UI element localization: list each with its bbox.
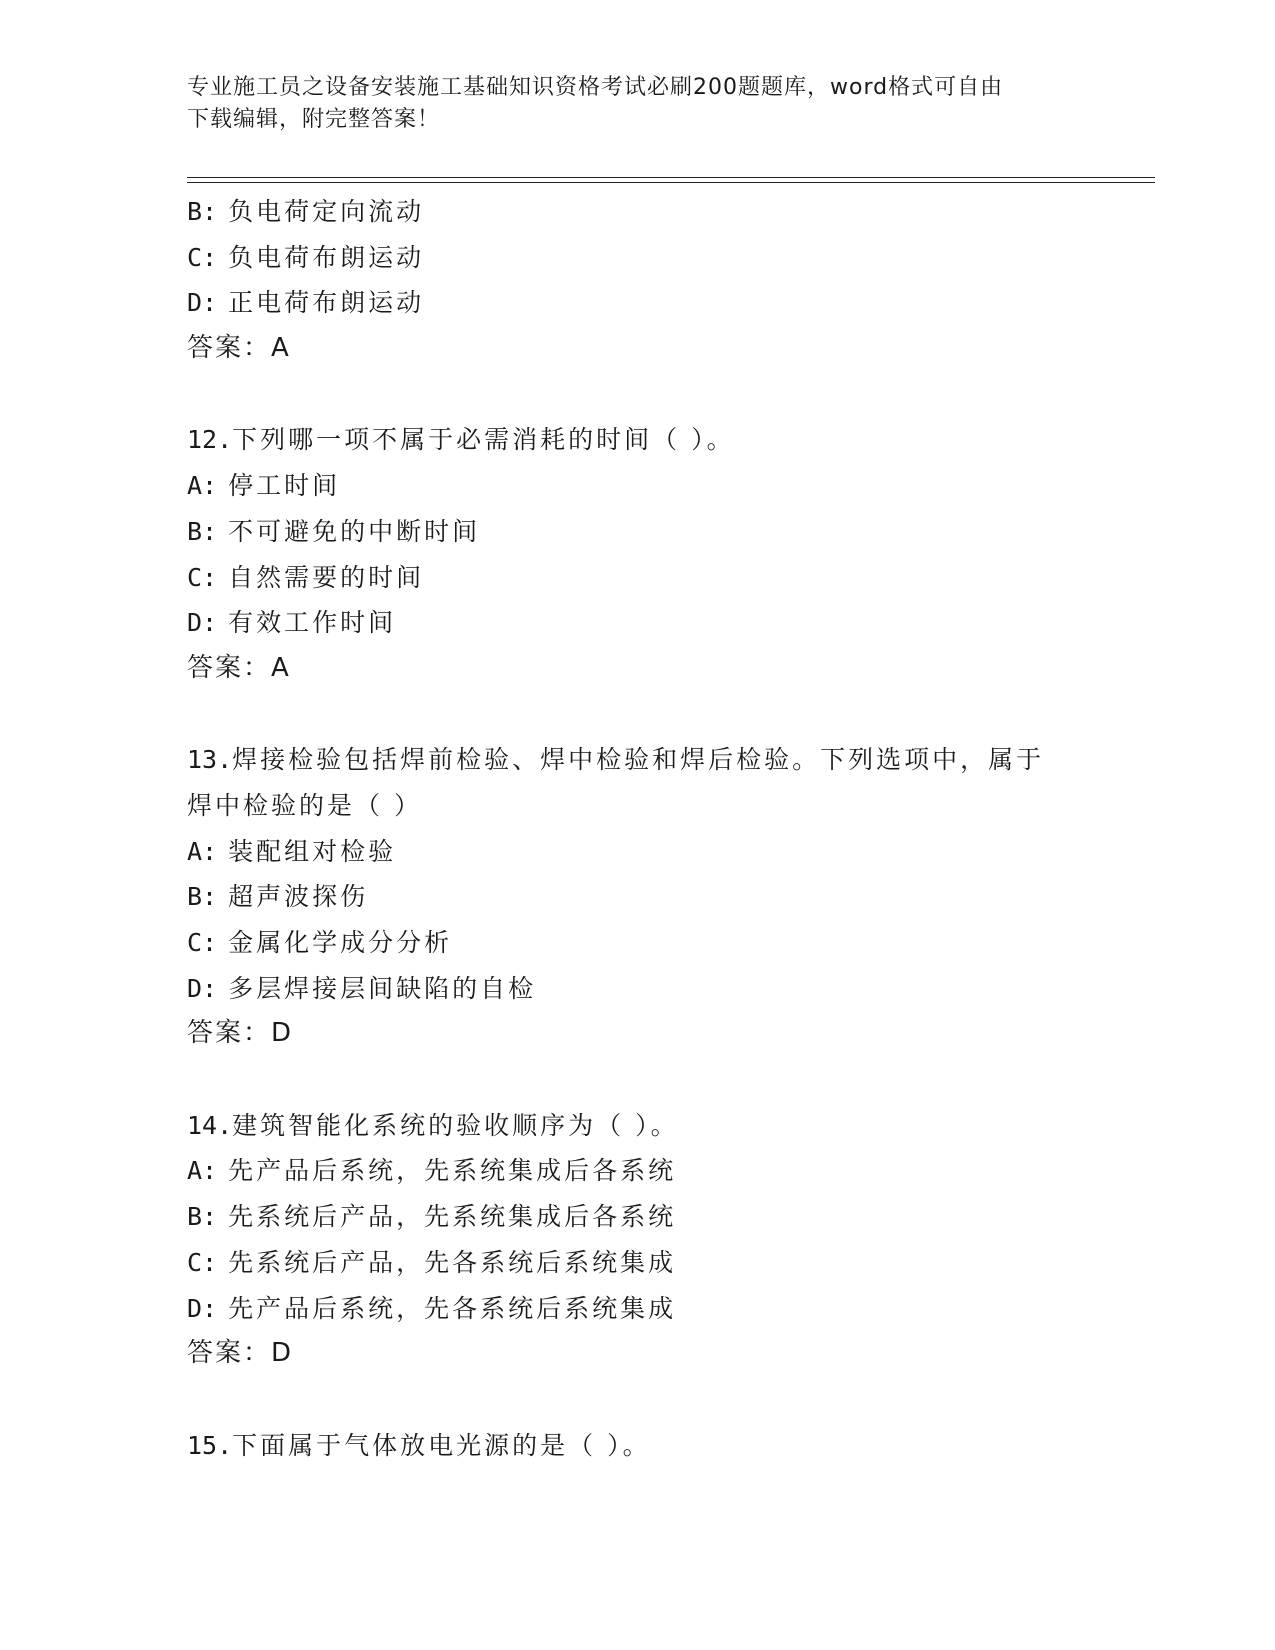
question-number: 14. — [187, 1110, 233, 1140]
option-text: 先产品后系统，先各系统后系统集成 — [228, 1293, 677, 1323]
option-c — [187, 1240, 1107, 1286]
question-stem-continued — [187, 783, 1107, 829]
option-text: 负电荷布朗运动 — [228, 242, 425, 272]
option-letter: C: — [187, 928, 218, 957]
option-d — [187, 600, 1107, 646]
option-letter: B: — [187, 516, 218, 546]
question-block-14 — [187, 1103, 1107, 1377]
option-a — [187, 1148, 1107, 1194]
option-letter: A: — [187, 1156, 218, 1186]
question-stem-text: 建筑智能化系统的验收顺序为（ ）。 — [232, 1110, 679, 1140]
option-b — [187, 189, 1107, 235]
option-text: 不可避免的中断时间 — [228, 516, 481, 546]
option-text: 装配组对检验 — [228, 836, 397, 866]
header-divider-bottom — [187, 182, 1155, 183]
option-letter: B: — [187, 1202, 218, 1232]
option-c — [187, 235, 1107, 281]
option-letter: C: — [187, 1247, 218, 1277]
option-letter: D: — [187, 1293, 218, 1323]
option-letter: D: — [187, 608, 218, 638]
option-a — [187, 463, 1107, 509]
option-text: 正电荷布朗运动 — [228, 288, 425, 318]
option-letter: C: — [187, 242, 218, 272]
question-stem — [187, 1103, 1107, 1149]
option-text: 有效工作时间 — [228, 608, 397, 638]
option-text: 负电荷定向流动 — [228, 197, 425, 226]
option-text: 自然需要的时间 — [228, 562, 425, 592]
option-text: 金属化学成分分析 — [228, 928, 453, 957]
answer-line: 答案：A — [187, 333, 291, 364]
question-list — [187, 189, 1107, 1468]
option-c — [187, 920, 1107, 966]
option-d — [187, 280, 1107, 326]
question-number: 12. — [187, 425, 233, 455]
option-b — [187, 1194, 1107, 1240]
option-text: 多层焊接层间缺陷的自检 — [228, 973, 537, 1003]
option-letter: C: — [187, 562, 218, 592]
question-stem-text: 焊中检验的是（ ） — [187, 790, 422, 820]
option-letter: A: — [187, 471, 218, 501]
option-letter: B: — [187, 882, 218, 912]
option-b — [187, 509, 1107, 555]
question-stem-text: 焊接检验包括焊前检验、焊中检验和焊后检验。下列选项中，属于 — [232, 745, 1045, 775]
option-d — [187, 966, 1107, 1012]
answer-line: 答案：D — [187, 1338, 294, 1369]
option-letter: D: — [187, 973, 218, 1003]
question-block-12 — [187, 417, 1107, 691]
question-stem — [187, 417, 1107, 463]
question-block-partial — [187, 189, 1107, 372]
header-title-line-2: 下载编辑，附完整答案！ — [187, 107, 441, 132]
question-block-13 — [187, 737, 1107, 1057]
option-text: 停工时间 — [228, 471, 341, 501]
option-d — [187, 1286, 1107, 1332]
option-text: 先系统后产品，先系统集成后各系统 — [228, 1202, 677, 1232]
header-title-line-1: 专业施工员之设备安装施工基础知识资格考试必刷200题题库，word格式可自由 — [187, 75, 1004, 100]
question-stem-text: 下面属于气体放电光源的是（ ）。 — [232, 1430, 651, 1460]
option-letter: A: — [187, 836, 218, 866]
answer-line: 答案：D — [187, 1018, 294, 1049]
question-stem — [187, 1423, 1107, 1469]
option-text: 超声波探伤 — [228, 882, 369, 912]
document-header — [187, 72, 1087, 136]
question-block-15 — [187, 1423, 1107, 1469]
option-letter: D: — [187, 288, 218, 318]
option-c — [187, 555, 1107, 601]
header-divider-top — [187, 177, 1155, 178]
question-stem-text: 下列哪一项不属于必需消耗的时间（ ）。 — [232, 425, 735, 455]
option-letter: B: — [187, 197, 218, 226]
option-text: 先系统后产品，先各系统后系统集成 — [228, 1247, 677, 1277]
question-number: 13. — [187, 745, 233, 775]
question-number: 15. — [187, 1430, 233, 1460]
answer-line: 答案：A — [187, 652, 291, 683]
question-stem — [187, 737, 1107, 783]
option-b — [187, 874, 1107, 920]
option-a — [187, 829, 1107, 875]
option-text: 先产品后系统，先系统集成后各系统 — [228, 1156, 677, 1186]
